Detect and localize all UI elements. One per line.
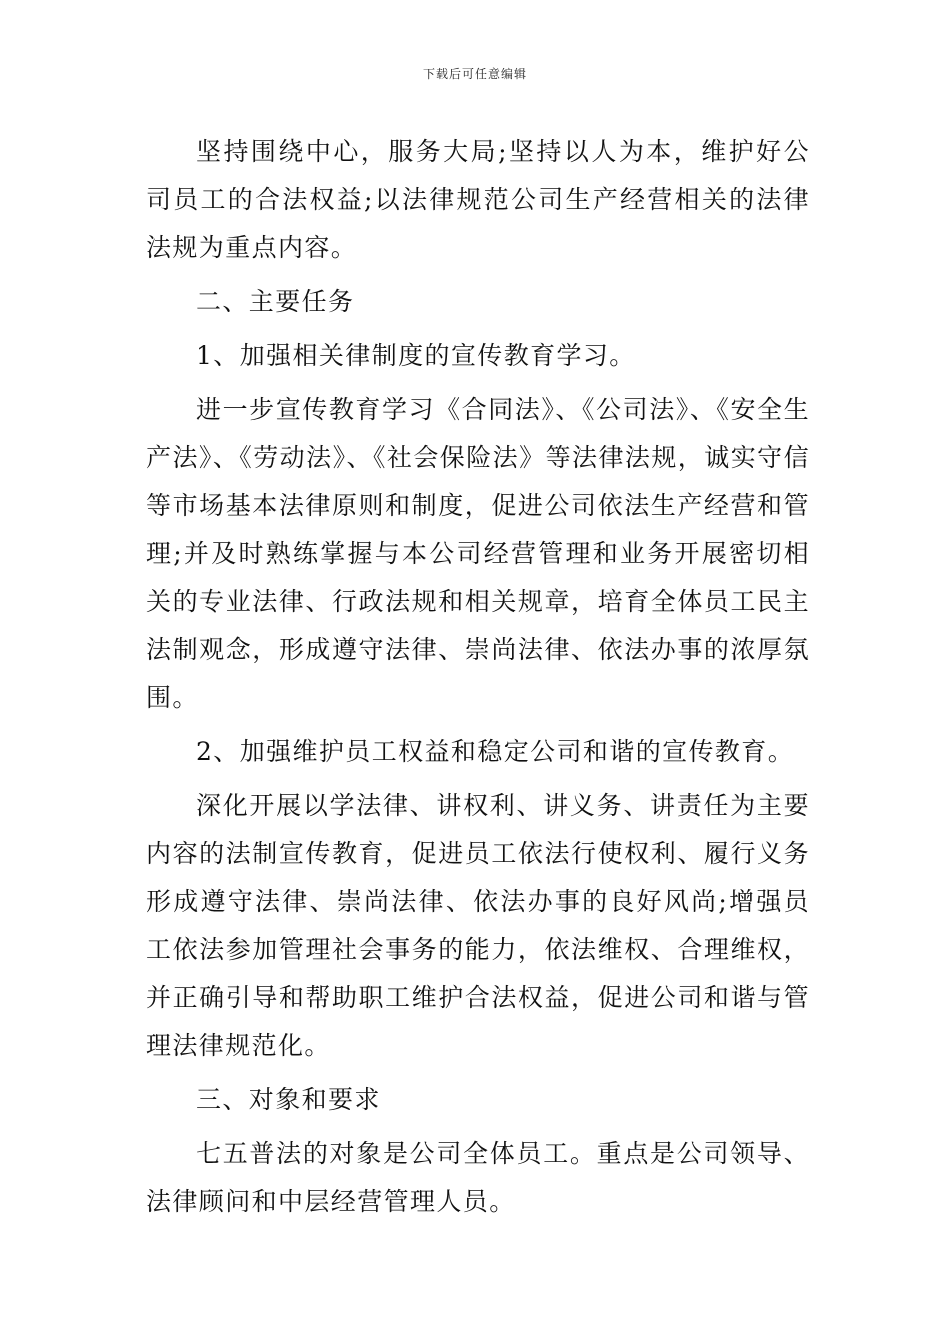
document-body	[146, 128, 810, 1226]
subheading-task-1: 1、加强相关律制度的宣传教育学习。	[196, 341, 636, 370]
heading-targets: 三、对象和要求	[196, 1085, 381, 1114]
paragraph-task-2: 深化开展以学法律、讲权利、讲义务、讲责任为主要内容的法制宣传教育，促进员工依法行使权利、履行义务形成遵守法律、崇尚法律、依法办事的良好风尚;增强员工依法参加管理社会事务的能力，依法维权、合理维权，并正确引导和帮助职工维护合法权益，促进公司和谐与管理法律规范化。	[146, 791, 810, 1060]
download-note: 下载后可任意编辑	[422, 67, 527, 81]
paragraph-principles: 坚持围绕中心，服务大局;坚持以人为本，维护好公司员工的合法权益;以法律规范公司生产经营相关的法律法规为重点内容。	[146, 137, 810, 262]
paragraph-targets: 七五普法的对象是公司全体员工。重点是公司领导、法律顾问和中层经营管理人员。	[146, 1139, 810, 1216]
heading-main-tasks: 二、主要任务	[196, 287, 355, 316]
paragraph-task-1: 进一步宣传教育学习《合同法》、《公司法》、《安全生产法》、《劳动法》、《社会保险法》等法律法规，诚实守信等市场基本法律原则和制度，促进公司依法生产经营和管理;并及时熟练掌握与本公司经营管理和业务开展密切相关的专业法律、行政法规和相关规章，培育全体员工民主法制观念，形成遵守法律、崇尚法律、依法办事的浓厚氛围。	[146, 395, 810, 712]
subheading-task-2: 2、加强维护员工权益和稳定公司和谐的宣传教育。	[196, 737, 795, 766]
